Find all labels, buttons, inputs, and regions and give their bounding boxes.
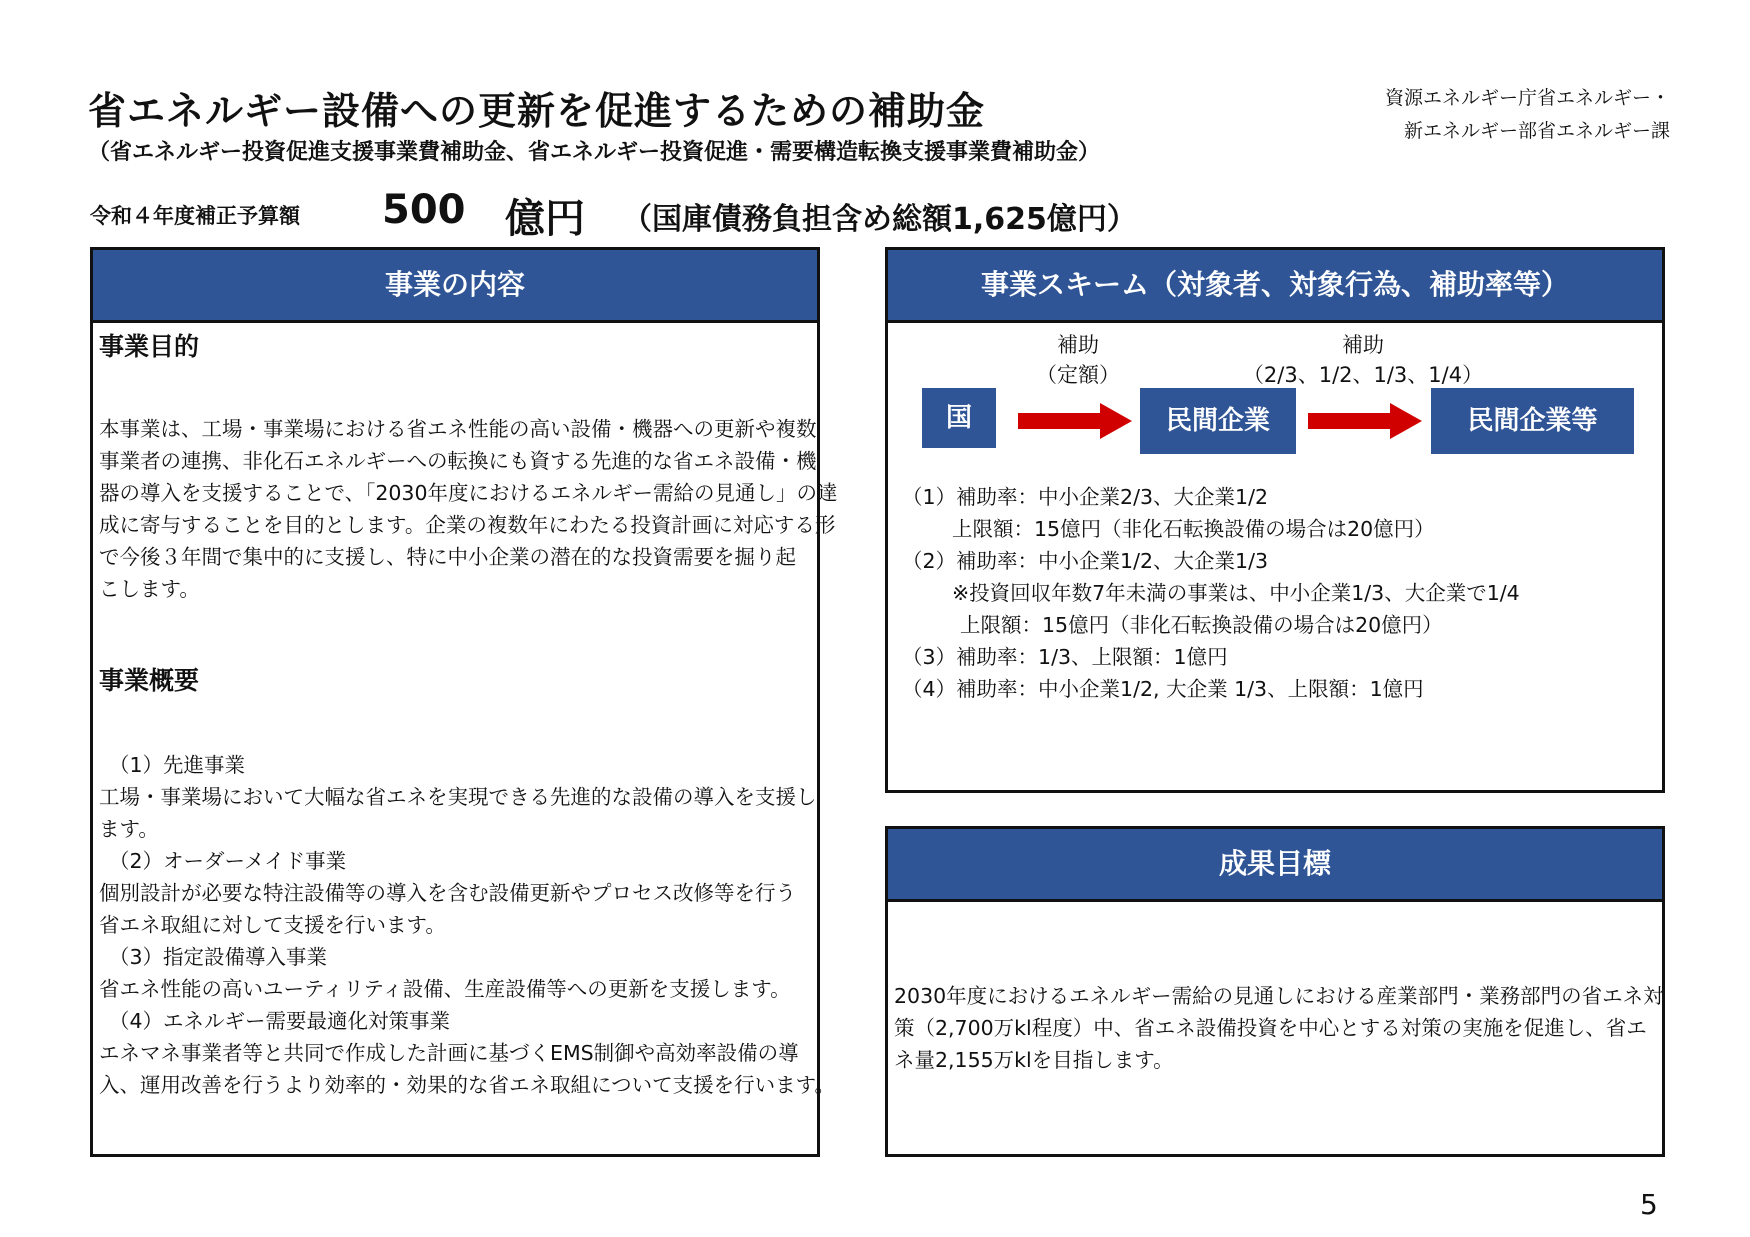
flow-label-2-line-1: 補助 <box>1342 333 1384 357</box>
flow-label-2 <box>1233 329 1493 389</box>
purpose-line: こします。 <box>99 577 200 601</box>
overview-item-title: （3）指定設備導入事業 <box>109 945 328 969</box>
flow-label-1-line-2: （定額） <box>1036 363 1120 387</box>
overview-line: 省エネ取組に対して支援を行います。 <box>99 913 446 937</box>
scheme-line: ※投資回収年数7年未満の事業は、中小企業1/3、大企業で1/4 <box>952 581 1520 605</box>
flow-box-country: 国 <box>922 388 996 448</box>
page-number: 5 <box>1640 1188 1658 1221</box>
scheme-line: （1）補助率：中小企業2/3、大企業1/2 <box>902 485 1269 509</box>
budget-note: （国庫債務負担含め総額1,625億円） <box>622 202 1137 237</box>
scheme-line: （2）補助率：中小企業1/2、大企業1/3 <box>902 549 1269 573</box>
department-line-2: 新エネルギー部省エネルギー課 <box>1403 120 1670 142</box>
goal-panel-header: 成果目標 <box>888 829 1662 902</box>
scheme-line: （4）補助率：中小企業1/2, 大企業 1/3、上限額：1億円 <box>902 677 1424 701</box>
overview-line: 入、運用改善を行うより効率的・効果的な省エネ取組について支援を行います。 <box>99 1073 835 1097</box>
flow-arrow-2 <box>1308 401 1424 441</box>
flow-label-1 <box>1018 329 1138 389</box>
purpose-line: 本事業は、工場・事業場における省エネ性能の高い設備・機器への更新や複数 <box>99 417 817 441</box>
purpose-line: 事業者の連携、非化石エネルギーへの転換にも資する先進的な省エネ設備・機 <box>99 449 817 473</box>
goal-text <box>888 980 1662 1076</box>
page-title: 省エネルギー設備への更新を促進するための補助金 <box>88 89 986 133</box>
overview-line: 省エネ性能の高いユーティリティ設備、生産設備等への更新を支援します。 <box>99 977 791 1001</box>
scheme-flow <box>888 323 1662 483</box>
flow-arrow-1 <box>1018 401 1134 441</box>
budget-label: 令和４年度補正予算額 <box>90 204 300 228</box>
content-panel <box>90 247 838 1157</box>
goal-panel <box>885 826 1665 1157</box>
overview-line: 工場・事業場において大幅な省エネを実現できる先進的な設備の導入を支援し <box>99 785 817 809</box>
overview-item-title: （4）エネルギー需要最適化対策事業 <box>109 1009 451 1033</box>
flow-label-1-line-1: 補助 <box>1057 333 1099 357</box>
budget-amount: 500 <box>382 187 466 233</box>
goal-line: ネ量2,155万klを目指します。 <box>894 1048 1174 1072</box>
scheme-line: （3）補助率：1/3、上限額：1億円 <box>902 645 1228 669</box>
overview-heading: 事業概要 <box>99 666 200 695</box>
purpose-text <box>99 413 838 605</box>
purpose-line: 成に寄与することを目的とします。企業の複数年にわたる投資計画に対応する形 <box>99 513 836 537</box>
flow-box-private-companies: 民間企業等 <box>1431 388 1634 454</box>
purpose-line: 器の導入を支援することで、「2030年度におけるエネルギー需給の見通し」の達 <box>99 481 838 505</box>
content-panel-header: 事業の内容 <box>93 250 817 323</box>
scheme-details <box>888 481 1662 705</box>
purpose-line: で今後３年間で集中的に支援し、特に中小企業の潜在的な投資需要を掘り起 <box>99 545 796 569</box>
goal-line: 策（2,700万kl程度）中、省エネ設備投資を中心とする対策の実施を促進し、省エ <box>894 1016 1647 1040</box>
flow-label-2-line-2: （2/3、1/2、1/3、1/4） <box>1242 363 1484 387</box>
scheme-panel-header: 事業スキーム（対象者、対象行為、補助率等） <box>888 250 1662 323</box>
department <box>1370 82 1670 148</box>
overview-item-title: （2）オーダーメイド事業 <box>109 849 347 873</box>
goal-line: 2030年度におけるエネルギー需給の見通しにおける産業部門・業務部門の省エネ対 <box>894 984 1664 1008</box>
budget-unit: 億円 <box>505 196 585 242</box>
overview-line: ます。 <box>99 817 159 841</box>
scheme-line: 上限額：15億円（非化石転換設備の場合は20億円） <box>952 517 1435 541</box>
flow-box-private-company: 民間企業 <box>1140 388 1296 454</box>
scheme-line: 上限額：15億円（非化石転換設備の場合は20億円） <box>960 613 1443 637</box>
department-line-1: 資源エネルギー庁省エネルギー・ <box>1384 87 1670 109</box>
overview-item-title: （1）先進事業 <box>109 753 246 777</box>
purpose-heading: 事業目的 <box>99 332 200 361</box>
overview-line: エネマネ事業者等と共同で作成した計画に基づくEMS制御や高効率設備の導 <box>99 1041 799 1065</box>
page-subtitle: （省エネルギー投資促進支援事業費補助金、省エネルギー投資促進・需要構造転換支援事業費補助金） <box>88 140 1101 165</box>
scheme-panel <box>885 247 1665 793</box>
overview-line: 個別設計が必要な特注設備等の導入を含む設備更新やプロセス改修等を行う <box>99 881 796 905</box>
overview-text <box>99 749 835 1101</box>
